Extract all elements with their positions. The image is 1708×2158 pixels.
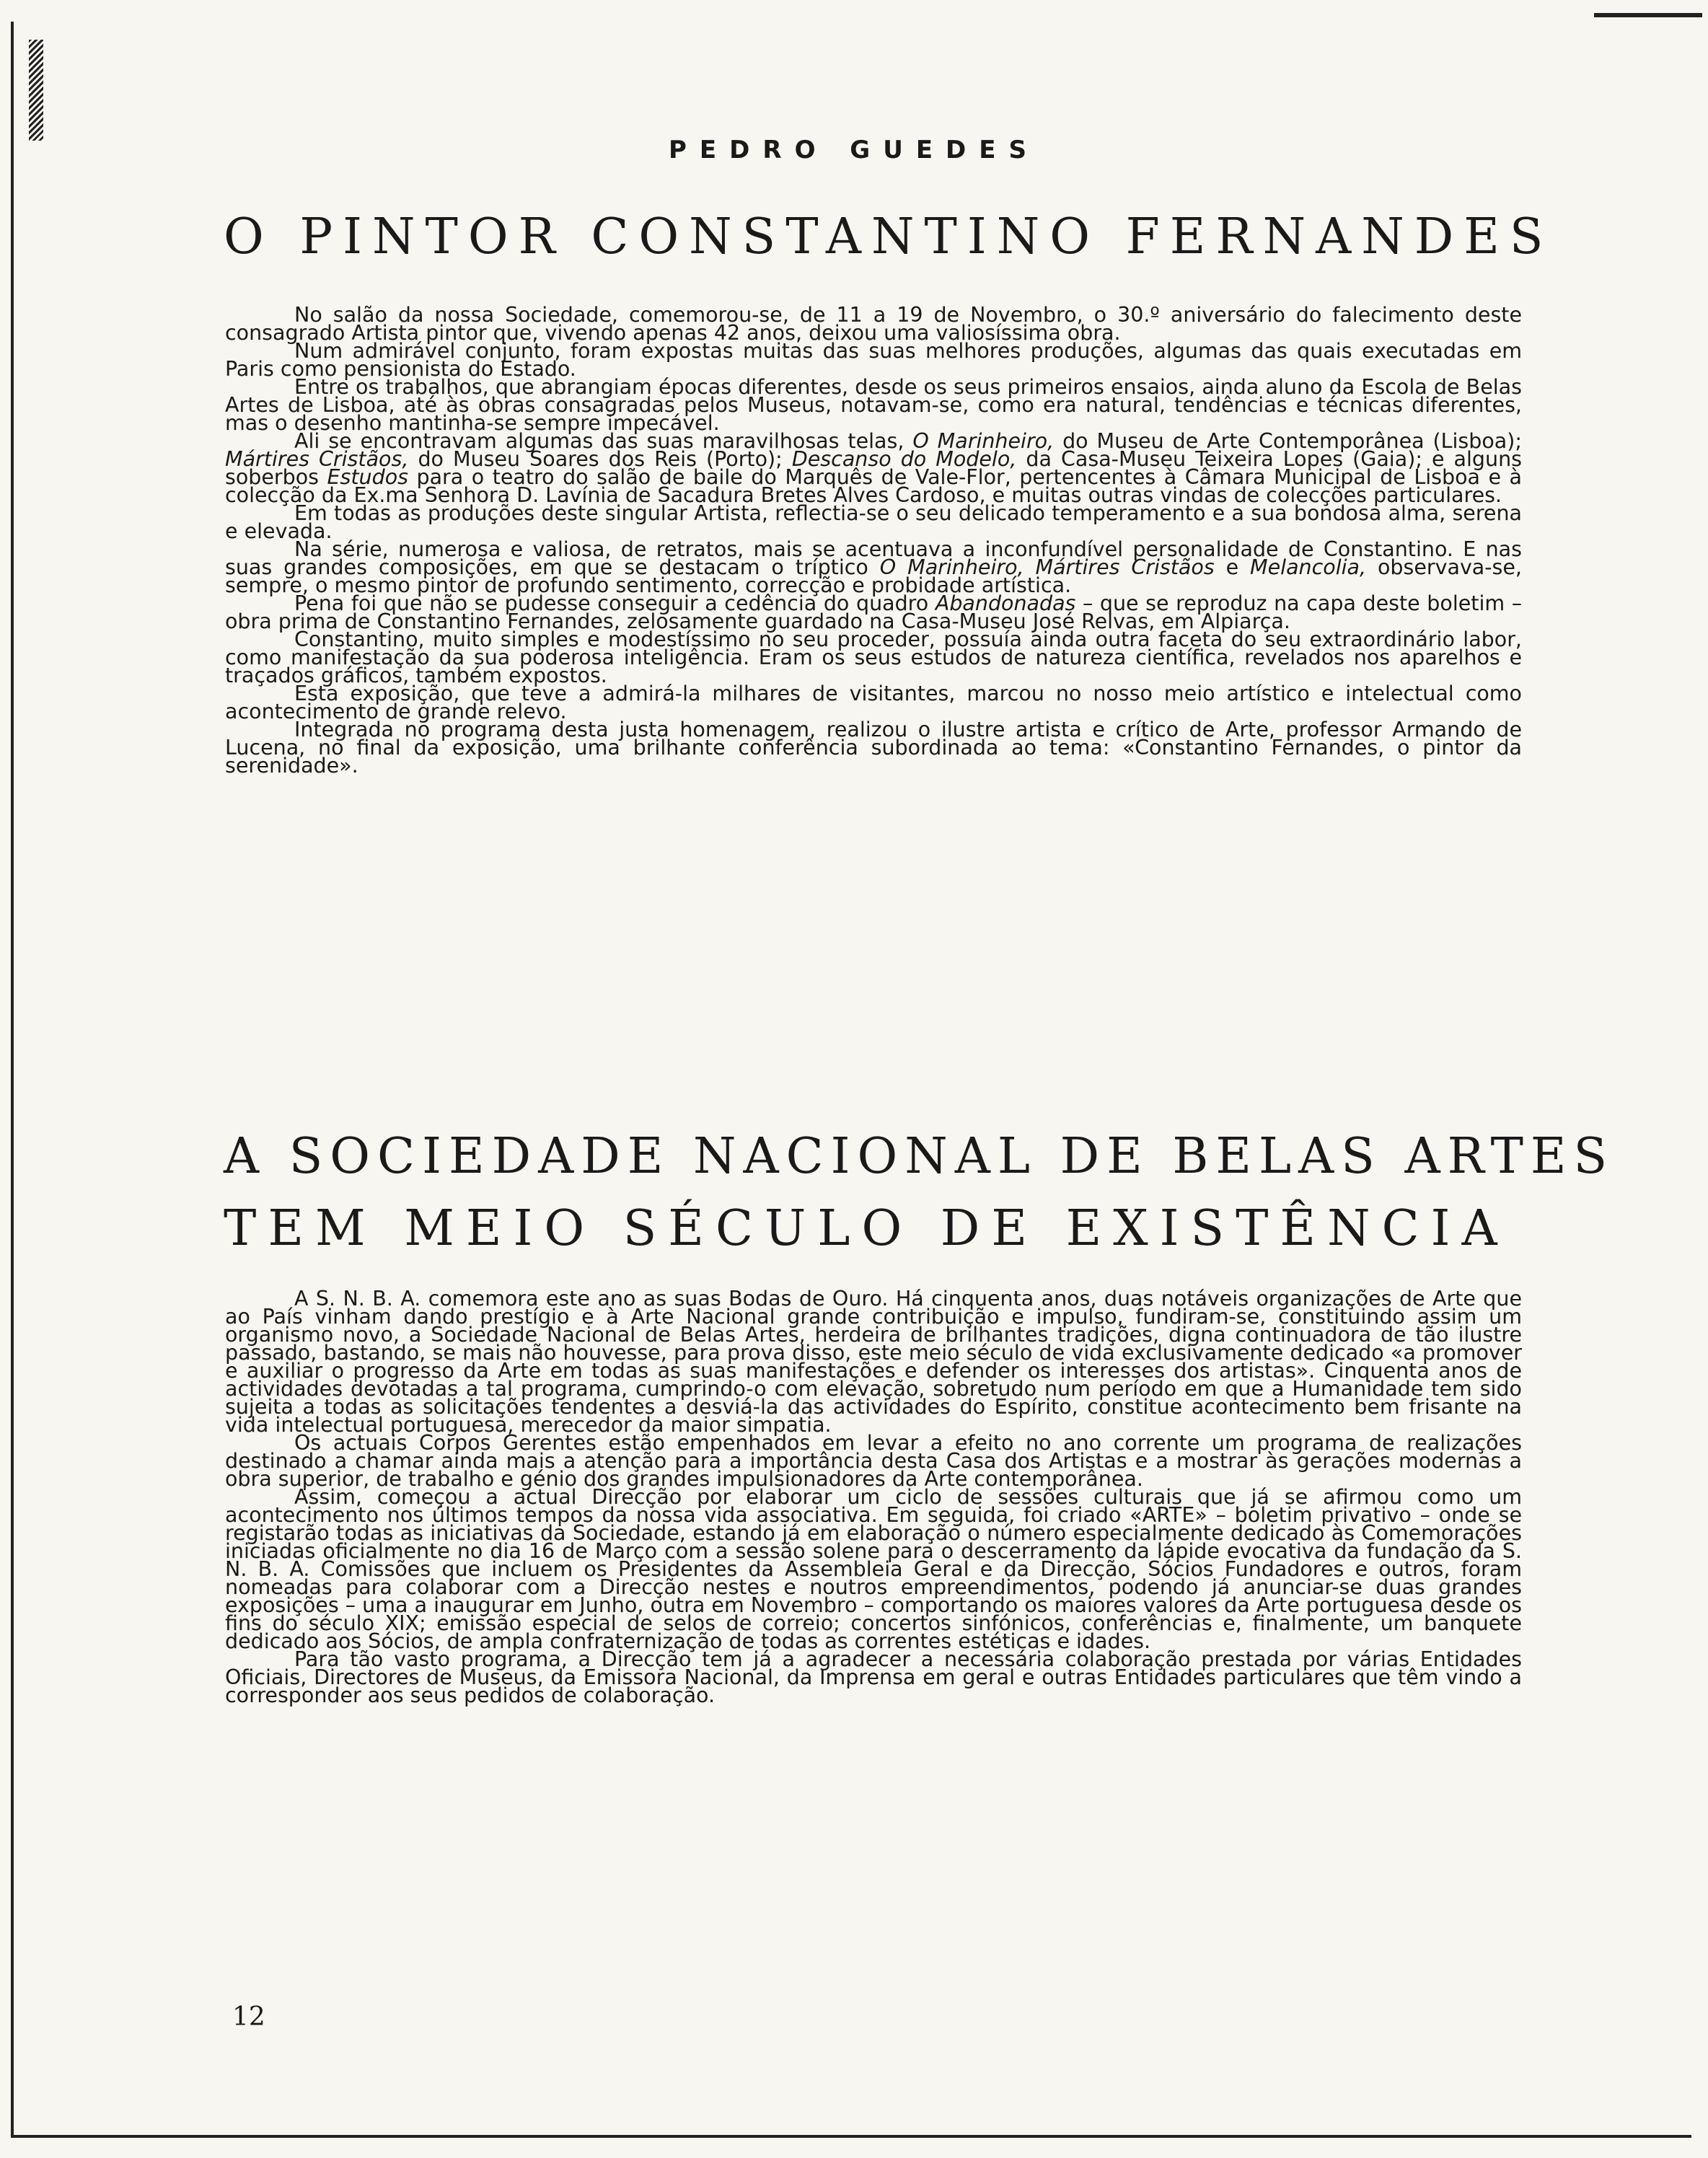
- text-run: Ali se encontravam algumas das suas maravilhosas telas,: [294, 429, 913, 453]
- paragraph: [225, 591, 1522, 633]
- text-run: Esta exposição, que teve a admirá-la milhares de visitantes, marcou no nosso meio artístico e intelectual como acontecimento de grande relevo.: [225, 682, 1522, 723]
- text-run: e: [1214, 555, 1251, 579]
- text-run: No salão da nossa Sociedade, comemorou-se, de 11 a 19 de Novembro, o 30.º aniversário do falecimento deste consagrado Artista pintor que, vivendo apenas 42 anos, deixou uma valiosíssima obra.: [225, 303, 1522, 345]
- text-run: observava-se, sempre, o mesmo pintor de profundo sentimento, correcção e probidade artística.: [225, 555, 1522, 597]
- page-frame-left-rule: [11, 22, 14, 2135]
- text-run: Em todas as produções deste singular Artista, reflectia-se o seu delicado temperamento e a sua bondosa alma, serena e elevada.: [225, 501, 1522, 543]
- article2-title-line1: A SOCIEDADE NACIONAL DE BELAS ARTES: [224, 1128, 1615, 1185]
- paragraph: [225, 501, 1522, 543]
- paragraph: [225, 684, 1522, 721]
- page-frame-bottom-rule: [11, 2135, 1691, 2138]
- article2-title-line2: TEM MEIO SÉCULO DE EXISTÊNCIA: [224, 1200, 1509, 1257]
- italic-title: O Marinheiro, Mártires Cristãos: [879, 555, 1215, 579]
- author-name: PEDRO GUEDES: [669, 136, 1039, 164]
- paragraph: [225, 627, 1522, 687]
- paragraph: [225, 1485, 1522, 1653]
- text-run: Na série, numerosa e valiosa, de retratos, mais se acentuava a inconfundível personalidade de Constantino. E nas suas grandes composições, em que se destacam o tríptico: [225, 537, 1522, 579]
- article1-title: O PINTOR CONSTANTINO FERNANDES: [224, 208, 1554, 265]
- italic-title: O Marinheiro,: [912, 429, 1055, 453]
- paragraph: [225, 1647, 1522, 1707]
- italic-title: Mártires Cristãos,: [225, 447, 409, 471]
- text-run: Constantino, muito simples e modestíssimo no seu proceder, possuía ainda outra faceta do seu extraordinário labor, como manifestação da sua poderosa inteligência. Eram os seus estudos de natureza científica, revelados nos aparelhos e traçados gráficos, também expostos.: [225, 627, 1522, 687]
- italic-title: Descanso do Modelo,: [791, 447, 1017, 471]
- text-run: A S. N. B. A. comemora este ano as suas Bodas de Ouro. Há cinquenta anos, duas notáveis organizações de Arte que ao País vinham dando prestígio e à Arte Nacional grande contribuição e impulso, fundiram-se, constituindo assim um organismo novo, a Sociedade Nacional de Belas Artes, herdeira de brilhantes tradições, digna continuadora de tão ilustre passado, bastando, se mais não houvesse, para prova disso, este meio século de vida exclusivamente dedicado «a promover e auxiliar o progresso da Arte em todas as suas manifestações e defender os interesses dos artistas». Cinquenta anos de actividades devotadas a tal programa, cumprindo-o com elevação, sobretudo num período em que a Humanidade tem sido sujeita a todas as solicitações tendentes a desviá-la das actividades do Espírito, constitue acontecimento bem frisante na vida intelectual portuguesa, merecedor da maior simpatia.: [225, 1287, 1522, 1437]
- text-run: Assim, começou a actual Direcção por elaborar um ciclo de sessões culturais que já se afirmou como um acontecimento nos últimos tempos da nossa vida associativa. Em seguida, foi criado «ARTE» – boletim privativo – onde se registarão todas as iniciativas da Sociedade, estando já em elaboração o número especialmente dedicado às Comemorações iniciadas oficialmente no dia 16 de Março com a sessão solene para o descerramento da lápide evocativa da fundação da S. N. B. A. Comissões que incluem os Presidentes da Assembleia Geral e da Direcção, Sócios Fundadores e outros, foram nomeadas para colaborar com a Direcção nestes e noutros empreendimentos, podendo já anunciar-se duas grandes exposições – uma a inaugurar em Junho, outra em Novembro – comportando os maiores valores da Arte portuguesa desde os fins do século XIX; emissão especial de selos de correio; concertos sinfónicos, conferências e, finalmente, um banquete dedicado aos Sócios, de ampla confraternização de todas as correntes estéticas e idades.: [225, 1485, 1522, 1653]
- text-run: Num admirável conjunto, foram expostas muitas das suas melhores produções, algumas das quais executadas em Paris como pensionista do Estado.: [225, 339, 1522, 381]
- text-run: do Museu Soares dos Reis (Porto);: [408, 447, 792, 471]
- text-run: da Casa-Museu Teixeira Lopes (Gaia); e alguns soberbos: [225, 447, 1523, 489]
- italic-title: Abandonadas: [935, 591, 1076, 615]
- paragraph: [225, 1287, 1522, 1437]
- paragraph: [225, 429, 1523, 507]
- article2-body: [225, 1287, 1522, 1707]
- text-run: Para tão vasto programa, a Direcção tem já a agradecer a necessária colaboração prestada por várias Entidades Oficiais, Directores de Museus, da Emissora Nacional, da Imprensa em geral e outras Entidades particulares que têm vindo a corresponder aos seus pedidos de colaboração.: [225, 1647, 1522, 1707]
- text-run: para o teatro do salão de baile do Marquês de Vale-Flor, pertencentes à Câmara Municipal de Lisboa e à colecção da Ex.ma Senhora D. Lavínia de Sacadura Bretes Alves Cardoso, e muitas outras vindas de colecções particulares.: [225, 465, 1522, 507]
- paragraph: [225, 375, 1522, 435]
- paragraph: [225, 537, 1522, 597]
- text-run: Entre os trabalhos, que abrangiam épocas diferentes, desde os seus primeiros ensaios, ainda aluno da Escola de Belas Artes de Lisboa, até às obras consagradas pelos Museus, notavam-se, como era natural, tendências e técnicas diferentes, mas o desenho mantinha-se sempre impecável.: [225, 375, 1522, 435]
- article1-body: [225, 303, 1523, 778]
- text-run: do Museu de Arte Contemporânea (Lisboa);: [1054, 429, 1522, 453]
- paragraph: [225, 718, 1522, 778]
- paragraph: [225, 339, 1522, 381]
- text-run: Pena foi que não se pudesse conseguir a cedência do quadro: [294, 591, 936, 615]
- text-run: Os actuais Corpos Gerentes estão empenhados em levar a efeito no ano corrente um programa de realizações destinado a chamar ainda mais a atenção para a importância desta Casa dos Artistas e a mostrar às gerações modernas a obra superior, de trabalho e génio dos grandes impulsionadores da Arte contemporânea.: [225, 1431, 1522, 1491]
- paragraph: [225, 1431, 1522, 1491]
- paragraph: [225, 303, 1522, 345]
- binding-hatch-mark: [29, 40, 43, 141]
- text-run: – que se reproduz na capa deste boletim – obra prima de Constantino Fernandes, zelosamente guardado na Casa-Museu José Relvas, em Alpiarça.: [225, 591, 1522, 633]
- page-number: 12: [232, 2002, 265, 2032]
- page-frame-top-rule: [1594, 13, 1702, 17]
- text-run: Integrada no programa desta justa homenagem, realizou o ilustre artista e crítico de Arte, professor Armando de Lucena, no final da exposição, uma brilhante conferência subordinada ao tema: «Constantino Fernandes, o pintor da serenidade».: [225, 718, 1522, 778]
- italic-title: Estudos: [327, 465, 408, 489]
- italic-title: Melancolia,: [1250, 555, 1367, 579]
